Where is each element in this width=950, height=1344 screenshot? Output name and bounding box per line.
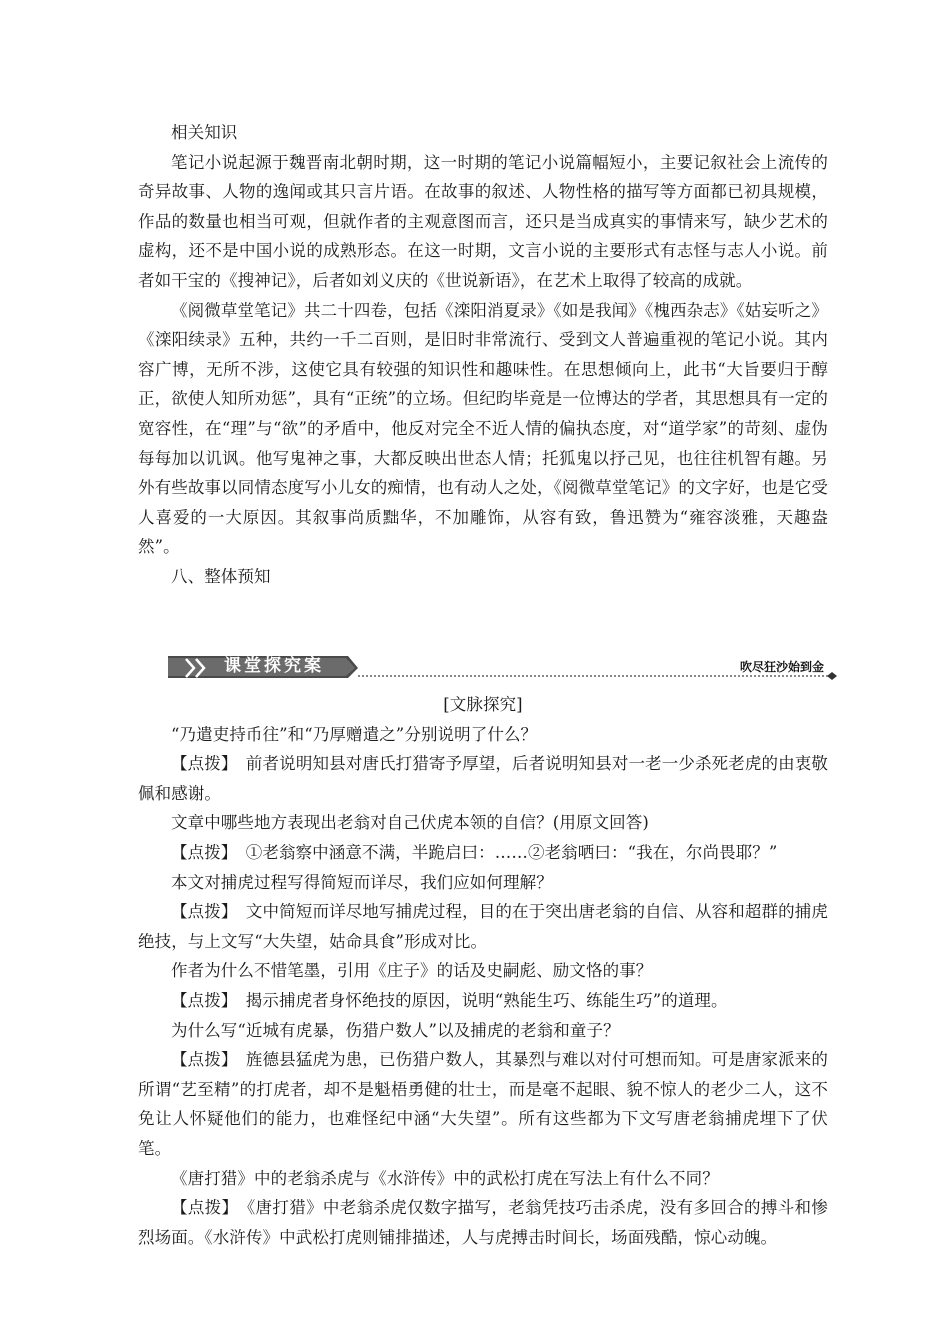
answer — [138, 897, 828, 956]
question: 《唐打猎》中的老翁杀虎与《水浒传》中的武松打虎在写法上有什么不同？ — [171, 1168, 719, 1188]
tip-label: 【点拨】 — [171, 1050, 230, 1070]
answer-text: 旌德县猛虎为患，已伤猎户数人，其暴烈与难以对付可想而知。可是唐家派来的所谓“艺至精”的打虎者，却不是魁梧勇健的壮士，而是毫不起眼、貌不惊人的老少二人，这不免让人怀疑他们的能力，也难怪纪中涵“大失望”。所有这些都为下文写唐老翁捕虎埋下了伏笔。 — [138, 1050, 828, 1158]
banner-title: 课堂探究案 — [224, 656, 324, 676]
tip-label: 【点拨】 — [171, 754, 230, 774]
question: 作者为什么不惜笔墨，引用《庄子》的话及史嗣彪、励文恪的事？ — [171, 961, 653, 981]
answer — [138, 1045, 828, 1163]
knowledge-section — [138, 118, 828, 592]
question: “乃遣吏持币往”和“乃厚赠遣之”分别说明了什么？ — [171, 724, 538, 744]
answer-text: ①老翁察中涵意不满，半跪启曰：……②老翁哂曰：“我在，尔尚畏耶？” — [245, 842, 778, 862]
answer-text: 《唐打猎》中老翁杀虎仅数字描写，老翁凭技巧击杀虎，没有多回合的搏斗和惨烈场面。《水浒传》中武松打虎则铺排描述，人与虎搏击时间长，场面残酷，惊心动魄。 — [138, 1198, 828, 1247]
question: 本文对捕虎过程写得简短而详尽，我们应如何理解？ — [171, 872, 553, 892]
subheading: [文脉探究] — [443, 695, 523, 714]
question: 为什么写“近城有虎暴，伤猎户数人”以及捕虎的老翁和童子？ — [171, 1020, 620, 1040]
tip-label: 【点拨】 — [171, 990, 230, 1010]
paragraph: 笔记小说起源于魏晋南北朝时期，这一时期的笔记小说篇幅短小，主要记叙社会上流传的奇异故事、人物的逸闻或其只言片语。在故事的叙述、人物性格的描写等方面都已初具规模，作品的数量也相当可观，但就作者的主观意图而言，还只是当成真实的事情来写，缺少艺术的虚构，还不是中国小说的成熟形态。在这一时期，文言小说的主要形式有志怪与志人小说。前者如干宝的《搜神记》，后者如刘义庆的《世说新语》，在艺术上取得了较高的成就。 — [138, 152, 828, 290]
banner-slogan: 吹尽狂沙始到金 — [739, 660, 824, 674]
exploration-section — [138, 690, 828, 1252]
answer-text: 揭示捕虎者身怀绝技的原因，说明“熟能生巧、练能生巧”的道理。 — [245, 990, 728, 1010]
answer-text: 文中简短而详尽地写捕虎过程，目的在于突出唐老翁的自信、从容和超群的捕虎绝技，与上文写“大失望，姑命具食”形成对比。 — [138, 902, 828, 951]
tip-label: 【点拨】 — [171, 1198, 231, 1218]
section-heading: 相关知识 — [171, 123, 238, 142]
section-banner — [168, 652, 840, 682]
answer — [138, 1193, 828, 1252]
answer-text: 前者说明知县对唐氏打猎寄予厚望，后者说明知县对一老一少杀死老虎的由衷敬佩和感谢。 — [138, 754, 828, 803]
answer — [138, 986, 828, 1016]
answer — [138, 749, 828, 808]
tip-label: 【点拨】 — [171, 842, 230, 862]
tip-label: 【点拨】 — [171, 902, 230, 922]
answer — [138, 838, 828, 868]
section-heading: 八、整体预知 — [171, 566, 271, 586]
paragraph: 《阅微草堂笔记》共二十四卷，包括《滦阳消夏录》《如是我闻》《槐西杂志》《姑妄听之》《滦阳续录》五种，共约一千二百则，是旧时非常流行、受到文人普遍重视的笔记小说。其内容广博，无所不涉，这使它具有较强的知识性和趣味性。在思想倾向上，此书“大旨要归于醇正，欲使人知所劝惩”，具有“正统”的立场。但纪昀毕竟是一位博达的学者，其思想具有一定的宽容性，在“理”与“欲”的矛盾中，他反对完全不近人情的偏执态度，对“道学家”的苛刻、虚伪每每加以讥讽。他写鬼神之事，大都反映出世态人情；托狐鬼以抒己见，也往往机智有趣。另外有些故事以同情态度写小儿女的痴情，也有动人之处，《阅微草堂笔记》的文字好，也是它受人喜爱的一大原因。其叙事尚质黜华，不加雕饰，从容有致，鲁迅赞为“雍容淡雅，天趣盎然”。 — [138, 300, 828, 557]
question: 文章中哪些地方表现出老翁对自己伏虎本领的自信？(用原文回答) — [171, 813, 649, 833]
